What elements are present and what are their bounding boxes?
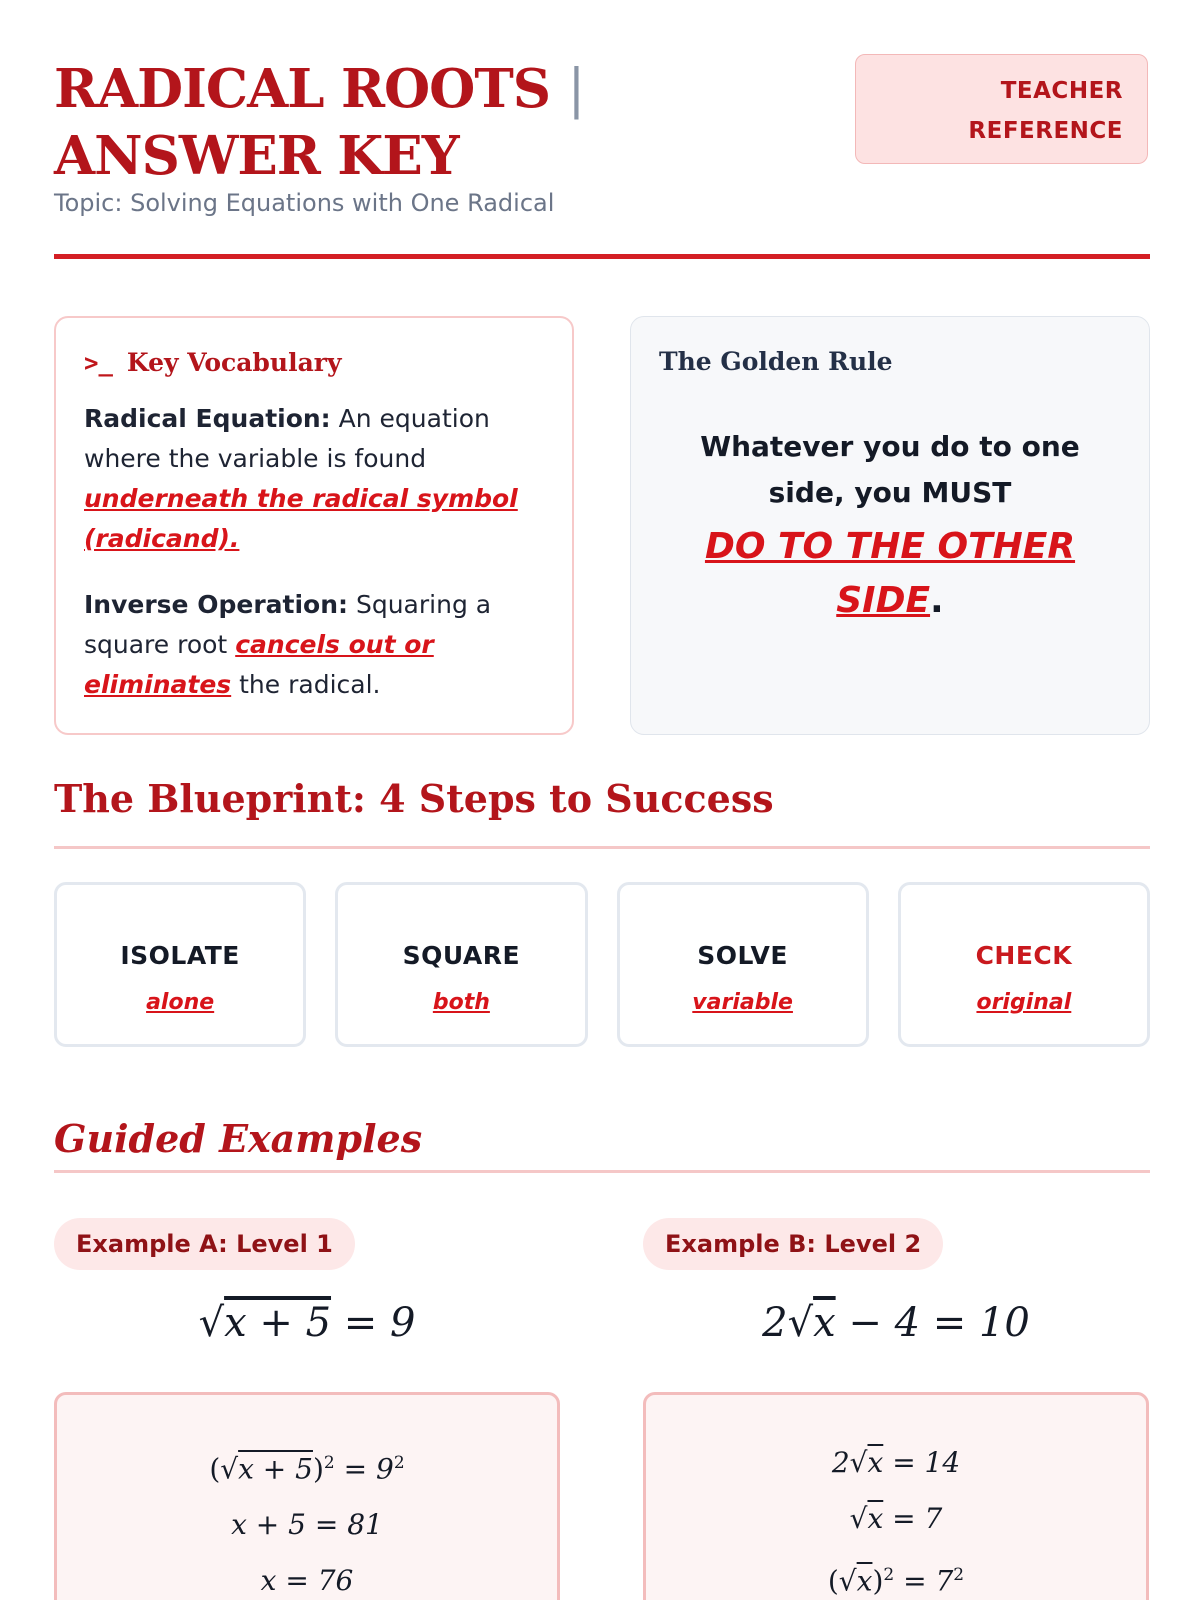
- example-b-problem-radicand: x: [813, 1300, 836, 1346]
- example-a-problem-rhs: = 9: [343, 1300, 416, 1346]
- example-a-work1-radicand: x + 5: [238, 1452, 313, 1486]
- step-hint: variable: [692, 990, 793, 1015]
- example-b-work1-coef: 2: [831, 1446, 850, 1479]
- golden-rule-period: .: [930, 580, 944, 621]
- blueprint-divider: [54, 846, 1150, 849]
- inverse-operation-definition: [84, 585, 544, 705]
- radical-icon: √: [198, 1300, 225, 1346]
- example-a-work-box: [54, 1392, 560, 1600]
- step-card-check: [898, 882, 1150, 1047]
- example-b-work-line-2: √x = 7: [849, 1502, 943, 1535]
- example-b-problem: [643, 1300, 1149, 1346]
- example-b-work2-rhs: = 7: [892, 1502, 943, 1535]
- step-name: ISOLATE: [120, 941, 240, 970]
- radical-equation-text: An equation where the variable is found: [84, 404, 490, 473]
- example-b-work2-radicand: x: [867, 1502, 884, 1535]
- terminal-prompt-icon: >_: [84, 348, 113, 377]
- example-b-problem-coef: 2: [762, 1300, 788, 1346]
- example-b-work3-rhs: = 7: [903, 1564, 954, 1598]
- example-b-label: Example B: Level 2: [643, 1218, 943, 1270]
- page-subtitle: Topic: Solving Equations with One Radical: [54, 189, 555, 217]
- example-b-work-line-1: 2√x = 14: [831, 1446, 961, 1479]
- header-divider: [54, 254, 1150, 259]
- golden-rule-statement: Whatever you do to one side, you MUST: [700, 430, 1080, 509]
- golden-rule-answer: DO TO THE OTHER SIDE: [704, 526, 1076, 621]
- inverse-operation-answer: cancels out or eliminates: [84, 630, 434, 699]
- step-name: SOLVE: [697, 941, 788, 970]
- steps-row: [54, 882, 1150, 1047]
- radical-equation-answer: underneath the radical symbol (radicand).: [84, 484, 518, 553]
- example-a-work1-exponent: 2: [323, 1453, 335, 1473]
- title-separator: |: [567, 59, 585, 120]
- example-a-label: Example A: Level 1: [54, 1218, 355, 1270]
- inverse-operation-term: Inverse Operation:: [84, 590, 349, 619]
- step-card-isolate: [54, 882, 306, 1047]
- vocabulary-heading-row: [84, 348, 544, 377]
- example-b-work-box: [643, 1392, 1149, 1600]
- vocabulary-heading: Key Vocabulary: [126, 348, 342, 377]
- example-a-problem: [54, 1300, 560, 1346]
- key-vocabulary-card: [54, 316, 574, 735]
- inverse-operation-text: Squaring a square root: [84, 590, 492, 659]
- radical-equation-definition: [84, 399, 544, 559]
- badge-line1: TEACHER: [1000, 78, 1123, 104]
- badge-line2: REFERENCE: [968, 118, 1123, 144]
- page-title: [54, 56, 834, 189]
- title-part1: RADICAL ROOTS: [54, 58, 551, 120]
- guided-examples-divider: [54, 1170, 1150, 1173]
- blueprint-heading: The Blueprint: 4 Steps to Success: [54, 776, 774, 821]
- step-card-solve: [617, 882, 869, 1047]
- golden-rule-answer-line: [659, 520, 1121, 628]
- example-b-work1-rhs: = 14: [892, 1446, 961, 1479]
- step-hint: alone: [146, 990, 215, 1015]
- radical-equation-term: Radical Equation:: [84, 404, 331, 433]
- inverse-operation-tail: the radical.: [239, 670, 381, 699]
- example-b-problem-rhs: − 4 = 10: [848, 1300, 1030, 1346]
- golden-rule-heading: The Golden Rule: [659, 347, 893, 376]
- example-b-work3-exponent: 2: [953, 1565, 965, 1585]
- example-b-work3-radicand: x: [856, 1564, 873, 1598]
- step-name: CHECK: [975, 941, 1073, 970]
- title-part2: ANSWER KEY: [54, 125, 459, 187]
- example-a-work1-rhs: = 9: [343, 1452, 394, 1486]
- step-card-square: [335, 882, 587, 1047]
- example-a-work-line-1: $(√x + 5)^2 = 9^2$: [209, 1452, 405, 1486]
- radical-icon: √: [787, 1300, 814, 1346]
- guided-examples-heading: Guided Examples: [54, 1116, 423, 1161]
- example-a-work-line-3: x = 76: [260, 1564, 354, 1598]
- step-hint: both: [432, 990, 490, 1015]
- example-a-work-line-2: x + 5 = 81: [231, 1508, 383, 1542]
- step-name: SQUARE: [402, 941, 521, 970]
- golden-rule-card: [630, 316, 1150, 735]
- step-hint: original: [976, 990, 1072, 1015]
- example-b-work1-radicand: x: [867, 1446, 884, 1479]
- teacher-reference-badge: [855, 54, 1148, 164]
- example-a-problem-radicand: x + 5: [224, 1300, 332, 1346]
- example-b-work-line-3: $(√x)^2 = 7^2$: [827, 1564, 965, 1598]
